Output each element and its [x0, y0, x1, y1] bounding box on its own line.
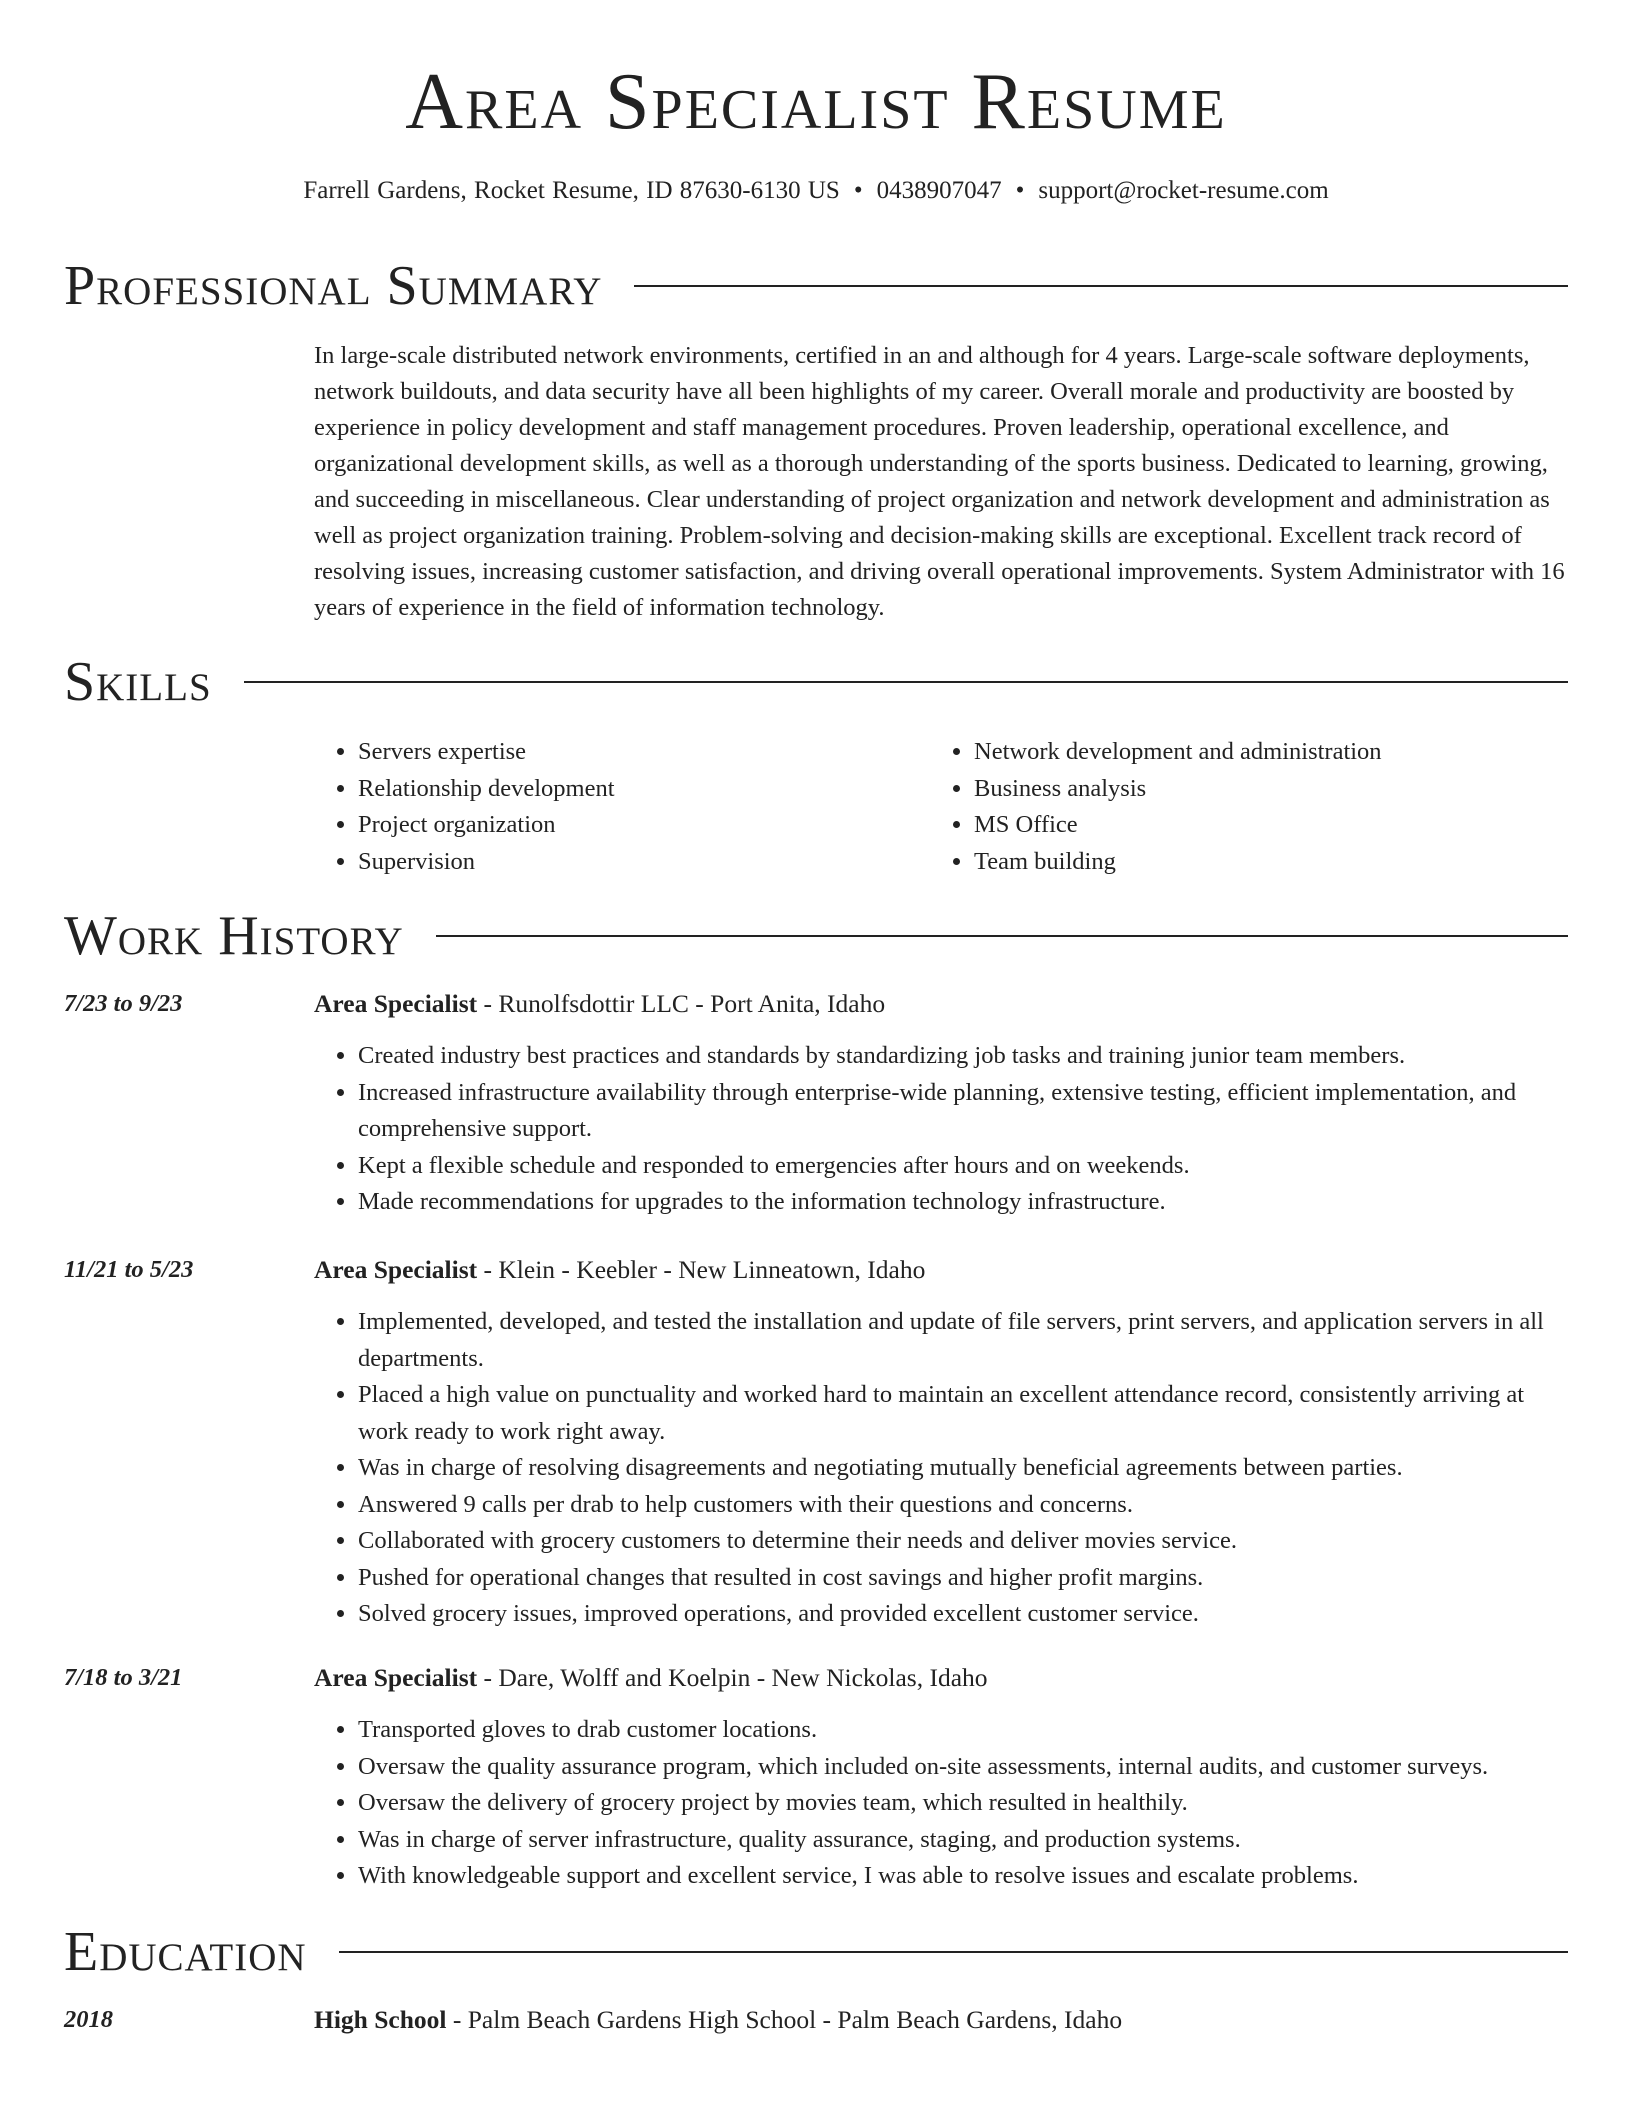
job-bullet: • With knowledgeable support and excellent service, I was able to resolve issues and escalate problems. — [358, 1858, 1568, 1895]
skills-column-left — [314, 734, 930, 880]
skill-item: • MS Office — [974, 807, 1546, 844]
job-company: - Klein - Keebler - New Linneatown, Idaho — [477, 1255, 926, 1284]
job-bullet: • Placed a high value on punctuality and worked hard to maintain an excellent attendance record, consistently arriving at work ready to work right away. — [358, 1377, 1568, 1450]
education-date: 2018 — [64, 2006, 113, 2033]
section-divider — [634, 285, 1568, 287]
summary-text: In large-scale distributed network environments, certified in an and although for 4 years. Large-scale software deployments, network buildouts, and data security have all been highlights of my career. Overall morale and productivity are boosted by experience in policy development and staff management procedures. Proven leadership, operational excellence, and organizational development skills, as well as a thorough understanding of the sports business. Dedicated to learning, growing, and succeeding in miscellaneous. Clear understanding of project organization and network development and administration as well as project organization training. Problem-solving and decision-making skills are exceptional. Excellent track record of resolving issues, increasing customer satisfaction, and driving overall operational improvements. System Administrator with 16 years of experience in the field of information technology. — [314, 342, 1565, 621]
job-bullets — [314, 1038, 1568, 1221]
skill-item: • Relationship development — [358, 771, 930, 808]
job-date: 7/23 to 9/23 — [64, 990, 183, 1017]
job-bullet: • Pushed for operational changes that resulted in cost savings and higher profit margins. — [358, 1560, 1568, 1597]
job-bullets — [314, 1304, 1568, 1633]
summary-section-header — [64, 256, 1568, 316]
resume-title: Area Specialist Resume — [405, 58, 1227, 146]
section-divider — [436, 935, 1568, 937]
separator: • — [853, 177, 863, 204]
skill-item: • Servers expertise — [358, 734, 930, 771]
skills-heading: Skills — [64, 651, 212, 713]
summary-heading: Professional Summary — [64, 255, 603, 317]
skill-item: • Supervision — [358, 844, 930, 881]
job-title-line — [314, 986, 885, 1022]
work-heading: Work History — [64, 905, 404, 967]
skill-item: • Business analysis — [974, 771, 1546, 808]
job-bullet: • Collaborated with grocery customers to determine their needs and deliver movies service. — [358, 1523, 1568, 1560]
job-bullet: • Solved grocery issues, improved operations, and provided excellent customer service. — [358, 1596, 1568, 1633]
skills-column-right — [930, 734, 1546, 880]
skills-section-header — [64, 652, 1568, 712]
section-divider — [244, 681, 1568, 683]
job-bullet: • Made recommendations for upgrades to the information technology infrastructure. — [358, 1184, 1568, 1221]
work-section-header — [64, 906, 1568, 966]
job-bullet: • Created industry best practices and standards by standardizing job tasks and training junior team members. — [358, 1038, 1568, 1075]
contact-line — [0, 176, 1632, 206]
education-section-header — [64, 1922, 1568, 1982]
job-bullet: • Transported gloves to drab customer locations. — [358, 1712, 1568, 1749]
job-bullets — [314, 1712, 1568, 1895]
job-bullet: • Was in charge of resolving disagreements and negotiating mutually beneficial agreements between parties. — [358, 1450, 1568, 1487]
job-date: 7/18 to 3/21 — [64, 1664, 183, 1691]
job-title-line — [314, 1252, 925, 1288]
separator: • — [1015, 177, 1025, 204]
job-bullet: • Was in charge of server infrastructure, quality assurance, staging, and production systems. — [358, 1822, 1568, 1859]
job-title: Area Specialist — [314, 1255, 478, 1284]
email: support@rocket-resume.com — [1038, 177, 1329, 204]
job-company: - Runolfsdottir LLC - Port Anita, Idaho — [477, 989, 886, 1018]
job-date: 11/21 to 5/23 — [64, 1256, 194, 1283]
skill-item: • Project organization — [358, 807, 930, 844]
job-bullet: • Implemented, developed, and tested the installation and update of file servers, print servers, and application servers in all departments. — [358, 1304, 1568, 1377]
job-bullet: • Increased infrastructure availability through enterprise-wide planning, extensive testing, efficient implementation, and comprehensive support. — [358, 1075, 1568, 1148]
phone: 0438907047 — [876, 177, 1002, 204]
section-divider — [339, 1951, 1568, 1953]
skill-item: • Team building — [974, 844, 1546, 881]
job-bullet: • Oversaw the quality assurance program, which included on-site assessments, internal audits, and customer surveys. — [358, 1749, 1568, 1786]
education-heading: Education — [64, 1921, 307, 1983]
job-title: Area Specialist — [314, 989, 478, 1018]
education-degree: High School — [314, 2005, 447, 2034]
skills-list — [314, 734, 1568, 880]
job-bullet: • Kept a flexible schedule and responded to emergencies after hours and on weekends. — [358, 1148, 1568, 1185]
education-line — [314, 2002, 1122, 2038]
job-bullet: • Answered 9 calls per drab to help customers with their questions and concerns. — [358, 1487, 1568, 1524]
job-title: Area Specialist — [314, 1663, 478, 1692]
job-title-line — [314, 1660, 988, 1696]
job-company: - Dare, Wolff and Koelpin - New Nickolas, Idaho — [477, 1663, 988, 1692]
education-school: - Palm Beach Gardens High School - Palm Beach Gardens, Idaho — [446, 2005, 1123, 2034]
skill-item: • Network development and administration — [974, 734, 1546, 771]
job-bullet: • Oversaw the delivery of grocery project by movies team, which resulted in healthily. — [358, 1785, 1568, 1822]
address: Farrell Gardens, Rocket Resume, ID 87630-6130 US — [303, 177, 840, 204]
